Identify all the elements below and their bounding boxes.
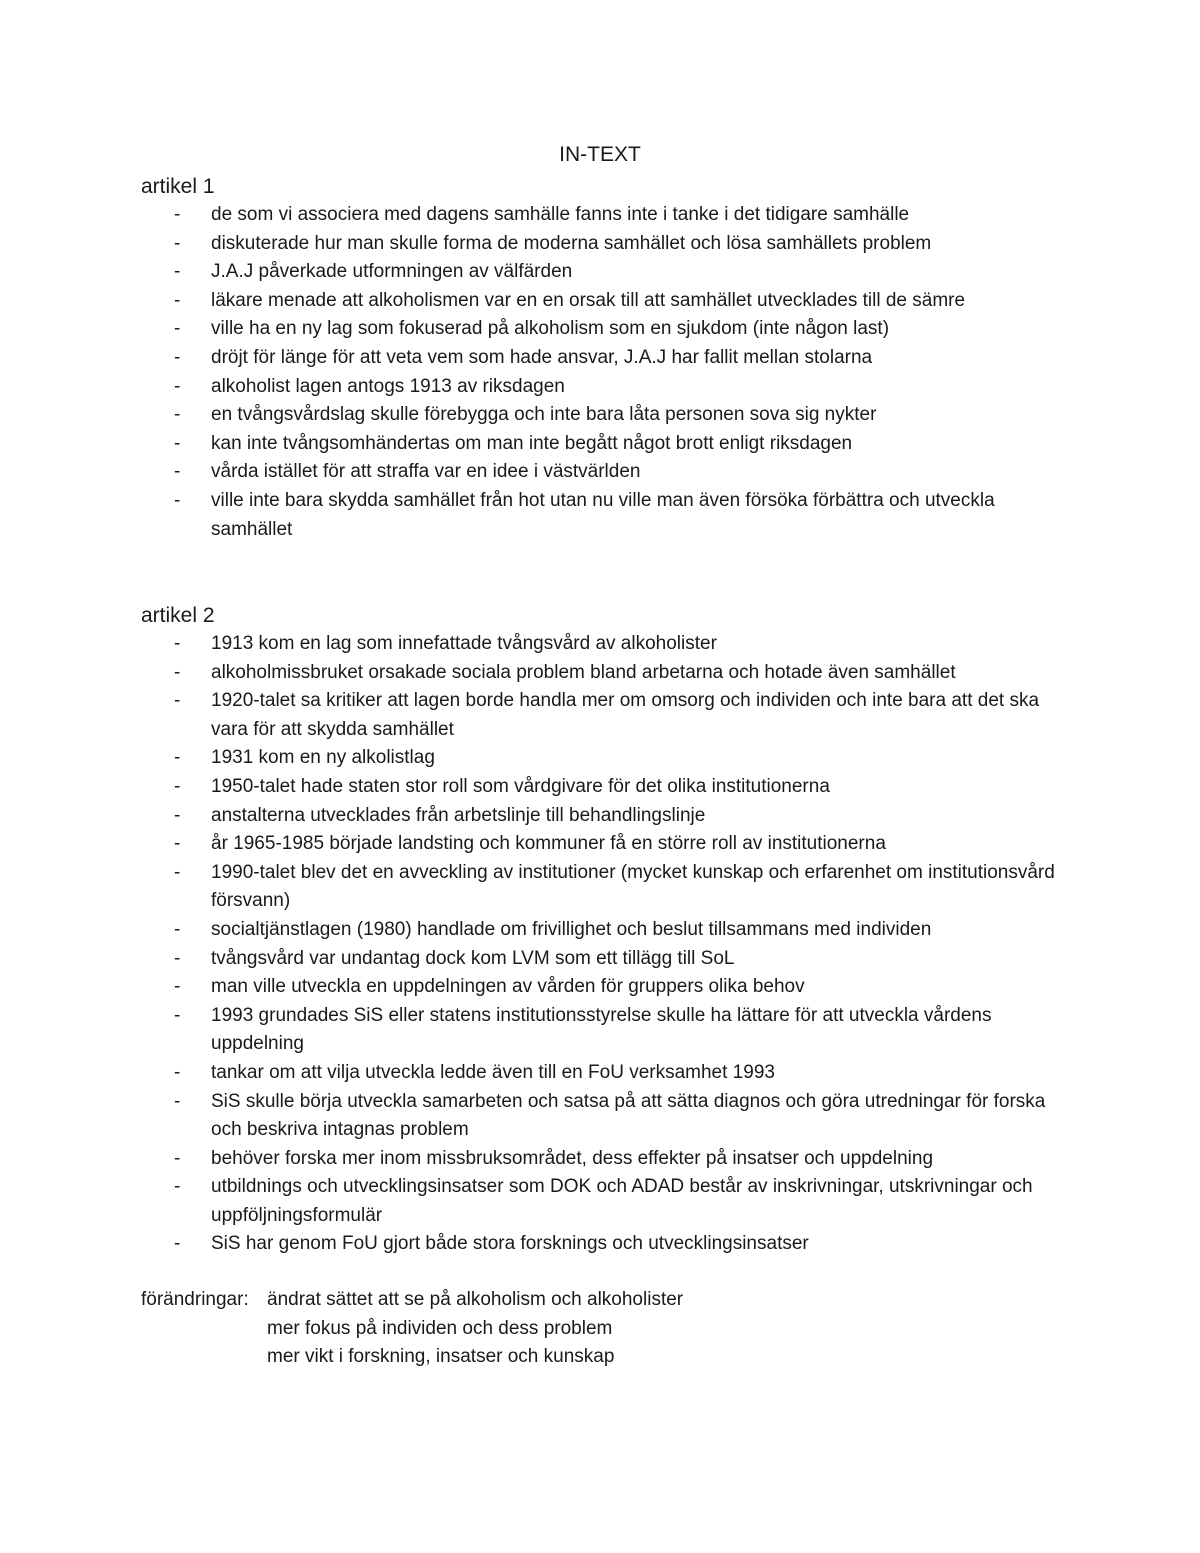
list-item-text: kan inte tvångsomhändertas om man inte begått något brott enligt riksdagen xyxy=(211,432,853,454)
list-item-text: alkoholmissbruket orsakade sociala problem bland arbetarna och hotade även samhället xyxy=(211,661,956,683)
section-artikel-2 xyxy=(141,602,1081,1259)
bullet-dash: - xyxy=(174,976,181,998)
list-item xyxy=(141,916,1081,945)
bullet-dash: - xyxy=(174,690,181,712)
bullet-dash: - xyxy=(174,747,181,769)
bullet-dash: - xyxy=(174,204,181,225)
list-item-text: 1920-talet sa kritiker att lagen borde handla mer om omsorg och individen och inte bara att det ska vara för att skydda samhället xyxy=(211,690,1040,740)
bullet-dash: - xyxy=(174,804,181,826)
bullet-dash: - xyxy=(174,1061,181,1083)
list-item xyxy=(141,401,1081,430)
list-item-text: SiS har genom FoU gjort både stora forsknings och utvecklingsinsatser xyxy=(211,1233,809,1255)
section-heading: artikel 2 xyxy=(141,604,215,627)
bullet-dash: - xyxy=(174,633,181,654)
changes-line: mer vikt i forskning, insatser och kunskap xyxy=(267,1346,615,1368)
list-item xyxy=(141,687,1081,744)
bullet-dash: - xyxy=(174,318,181,340)
list-item-text: en tvångsvårdslag skulle förebygga och inte bara låta personen sova sig nykter xyxy=(211,404,877,426)
list-item-text: läkare menade att alkoholismen var en en orsak till att samhället utvecklades till de sämre xyxy=(211,289,966,311)
list-item xyxy=(141,230,1081,259)
list-item xyxy=(141,1145,1081,1174)
bullet-dash: - xyxy=(174,918,181,940)
list-item-text: 1990-talet blev det en avveckling av institutioner (mycket kunskap och erfarenhet om institutionsvård försvann) xyxy=(211,861,1055,912)
document-title: IN-TEXT xyxy=(559,143,641,166)
list-item-text: SiS skulle börja utveckla samarbeten och satsa på att sätta diagnos och göra utredningar för forska och beskriva intagnas problem xyxy=(211,1090,1046,1141)
list-item xyxy=(141,287,1081,316)
bullet-dash: - xyxy=(174,1176,181,1198)
list-item-text: de som vi associera med dagens samhälle fanns inte i tanke i det tidigare samhälle xyxy=(211,204,910,225)
list-item xyxy=(141,1088,1081,1145)
bullet-dash: - xyxy=(174,775,181,797)
list-item xyxy=(141,1173,1081,1230)
list-item xyxy=(141,1230,1081,1259)
section-heading: artikel 1 xyxy=(141,175,215,198)
bullet-dash: - xyxy=(174,861,181,883)
list-item-text: socialtjänstlagen (1980) handlade om frivillighet och beslut tillsammans med individen xyxy=(211,918,932,940)
list-item xyxy=(141,945,1081,974)
list-item-text: dröjt för länge för att veta vem som hade ansvar, J.A.J har fallit mellan stolarna xyxy=(211,346,873,368)
bullet-dash: - xyxy=(174,375,181,397)
list-item-text: år 1965-1985 började landsting och kommuner få en större roll av institutionerna xyxy=(211,833,886,855)
bullet-dash: - xyxy=(174,432,181,454)
bullet-dash: - xyxy=(174,404,181,426)
changes-label: förändringar: xyxy=(141,1289,249,1310)
bullet-dash: - xyxy=(174,1233,181,1255)
list-item xyxy=(141,487,1081,544)
list-item xyxy=(141,315,1081,344)
list-item-text: 1950-talet hade staten stor roll som vårdgivare för det olika institutionerna xyxy=(211,775,830,797)
bullet-dash: - xyxy=(174,1147,181,1169)
list-item xyxy=(141,744,1081,773)
bullet-dash: - xyxy=(174,232,181,254)
list-item-text: tankar om att vilja utveckla ledde även till en FoU verksamhet 1993 xyxy=(211,1061,775,1083)
list-item-text: diskuterade hur man skulle forma de moderna samhället och lösa samhällets problem xyxy=(211,232,932,254)
changes-row xyxy=(141,1343,1081,1372)
list-item xyxy=(141,859,1081,916)
changes-line: mer fokus på individen och dess problem xyxy=(267,1317,613,1339)
list-item-text: alkoholist lagen antogs 1913 av riksdagen xyxy=(211,375,565,397)
list-item xyxy=(141,773,1081,802)
list-item xyxy=(141,344,1081,373)
list-item-text: tvångsvård var undantag dock kom LVM som ett tillägg till SoL xyxy=(211,947,735,969)
list-item-text: man ville utveckla en uppdelningen av vården för gruppers olika behov xyxy=(211,976,805,998)
list-item-text: 1913 kom en lag som innefattade tvångsvård av alkoholister xyxy=(211,633,717,654)
bullet-list xyxy=(141,201,1081,544)
changes-block xyxy=(141,1286,1081,1372)
list-item-text: ville ha en ny lag som fokuserad på alkoholism som en sjukdom (inte någon last) xyxy=(211,318,890,340)
list-item xyxy=(141,659,1081,688)
bullet-dash: - xyxy=(174,346,181,368)
bullet-list xyxy=(141,630,1081,1259)
list-item-text: 1931 kom en ny alkolistlag xyxy=(211,747,435,769)
list-item xyxy=(141,258,1081,287)
list-item xyxy=(141,373,1081,402)
list-item-text: anstalterna utvecklades från arbetslinje till behandlingslinje xyxy=(211,804,706,826)
list-item xyxy=(141,430,1081,459)
list-item-text: utbildnings och utvecklingsinsatser som DOK och ADAD består av inskrivningar, utskrivningar och uppföljningsformulär xyxy=(211,1176,1033,1226)
list-item-text: vårda istället för att straffa var en idee i västvärlden xyxy=(211,461,641,483)
list-item-text: J.A.J påverkade utformningen av välfärden xyxy=(211,261,573,283)
list-item-text: behöver forska mer inom missbruksområdet, dess effekter på insatser och uppdelning xyxy=(211,1147,934,1169)
bullet-dash: - xyxy=(174,833,181,855)
list-item xyxy=(141,830,1081,859)
list-item xyxy=(141,1002,1081,1059)
changes-row xyxy=(141,1315,1081,1344)
bullet-dash: - xyxy=(174,489,181,511)
list-item xyxy=(141,630,1081,659)
changes-line: ändrat sättet att se på alkoholism och alkoholister xyxy=(267,1289,684,1310)
list-item xyxy=(141,973,1081,1002)
list-item xyxy=(141,201,1081,230)
bullet-dash: - xyxy=(174,661,181,683)
list-item xyxy=(141,802,1081,831)
bullet-dash: - xyxy=(174,1090,181,1112)
bullet-dash: - xyxy=(174,289,181,311)
section-artikel-1 xyxy=(141,173,1081,544)
list-item-text: 1993 grundades SiS eller statens institutionsstyrelse skulle ha lättare för att utveckla vårdens uppdelning xyxy=(211,1004,992,1055)
bullet-dash: - xyxy=(174,261,181,283)
bullet-dash: - xyxy=(174,947,181,969)
bullet-dash: - xyxy=(174,1004,181,1026)
changes-row xyxy=(141,1286,1081,1315)
list-item xyxy=(141,1059,1081,1088)
list-item xyxy=(141,458,1081,487)
list-item-text: ville inte bara skydda samhället från hot utan nu ville man även försöka förbättra och utveckla samhället xyxy=(211,489,995,540)
bullet-dash: - xyxy=(174,461,181,483)
